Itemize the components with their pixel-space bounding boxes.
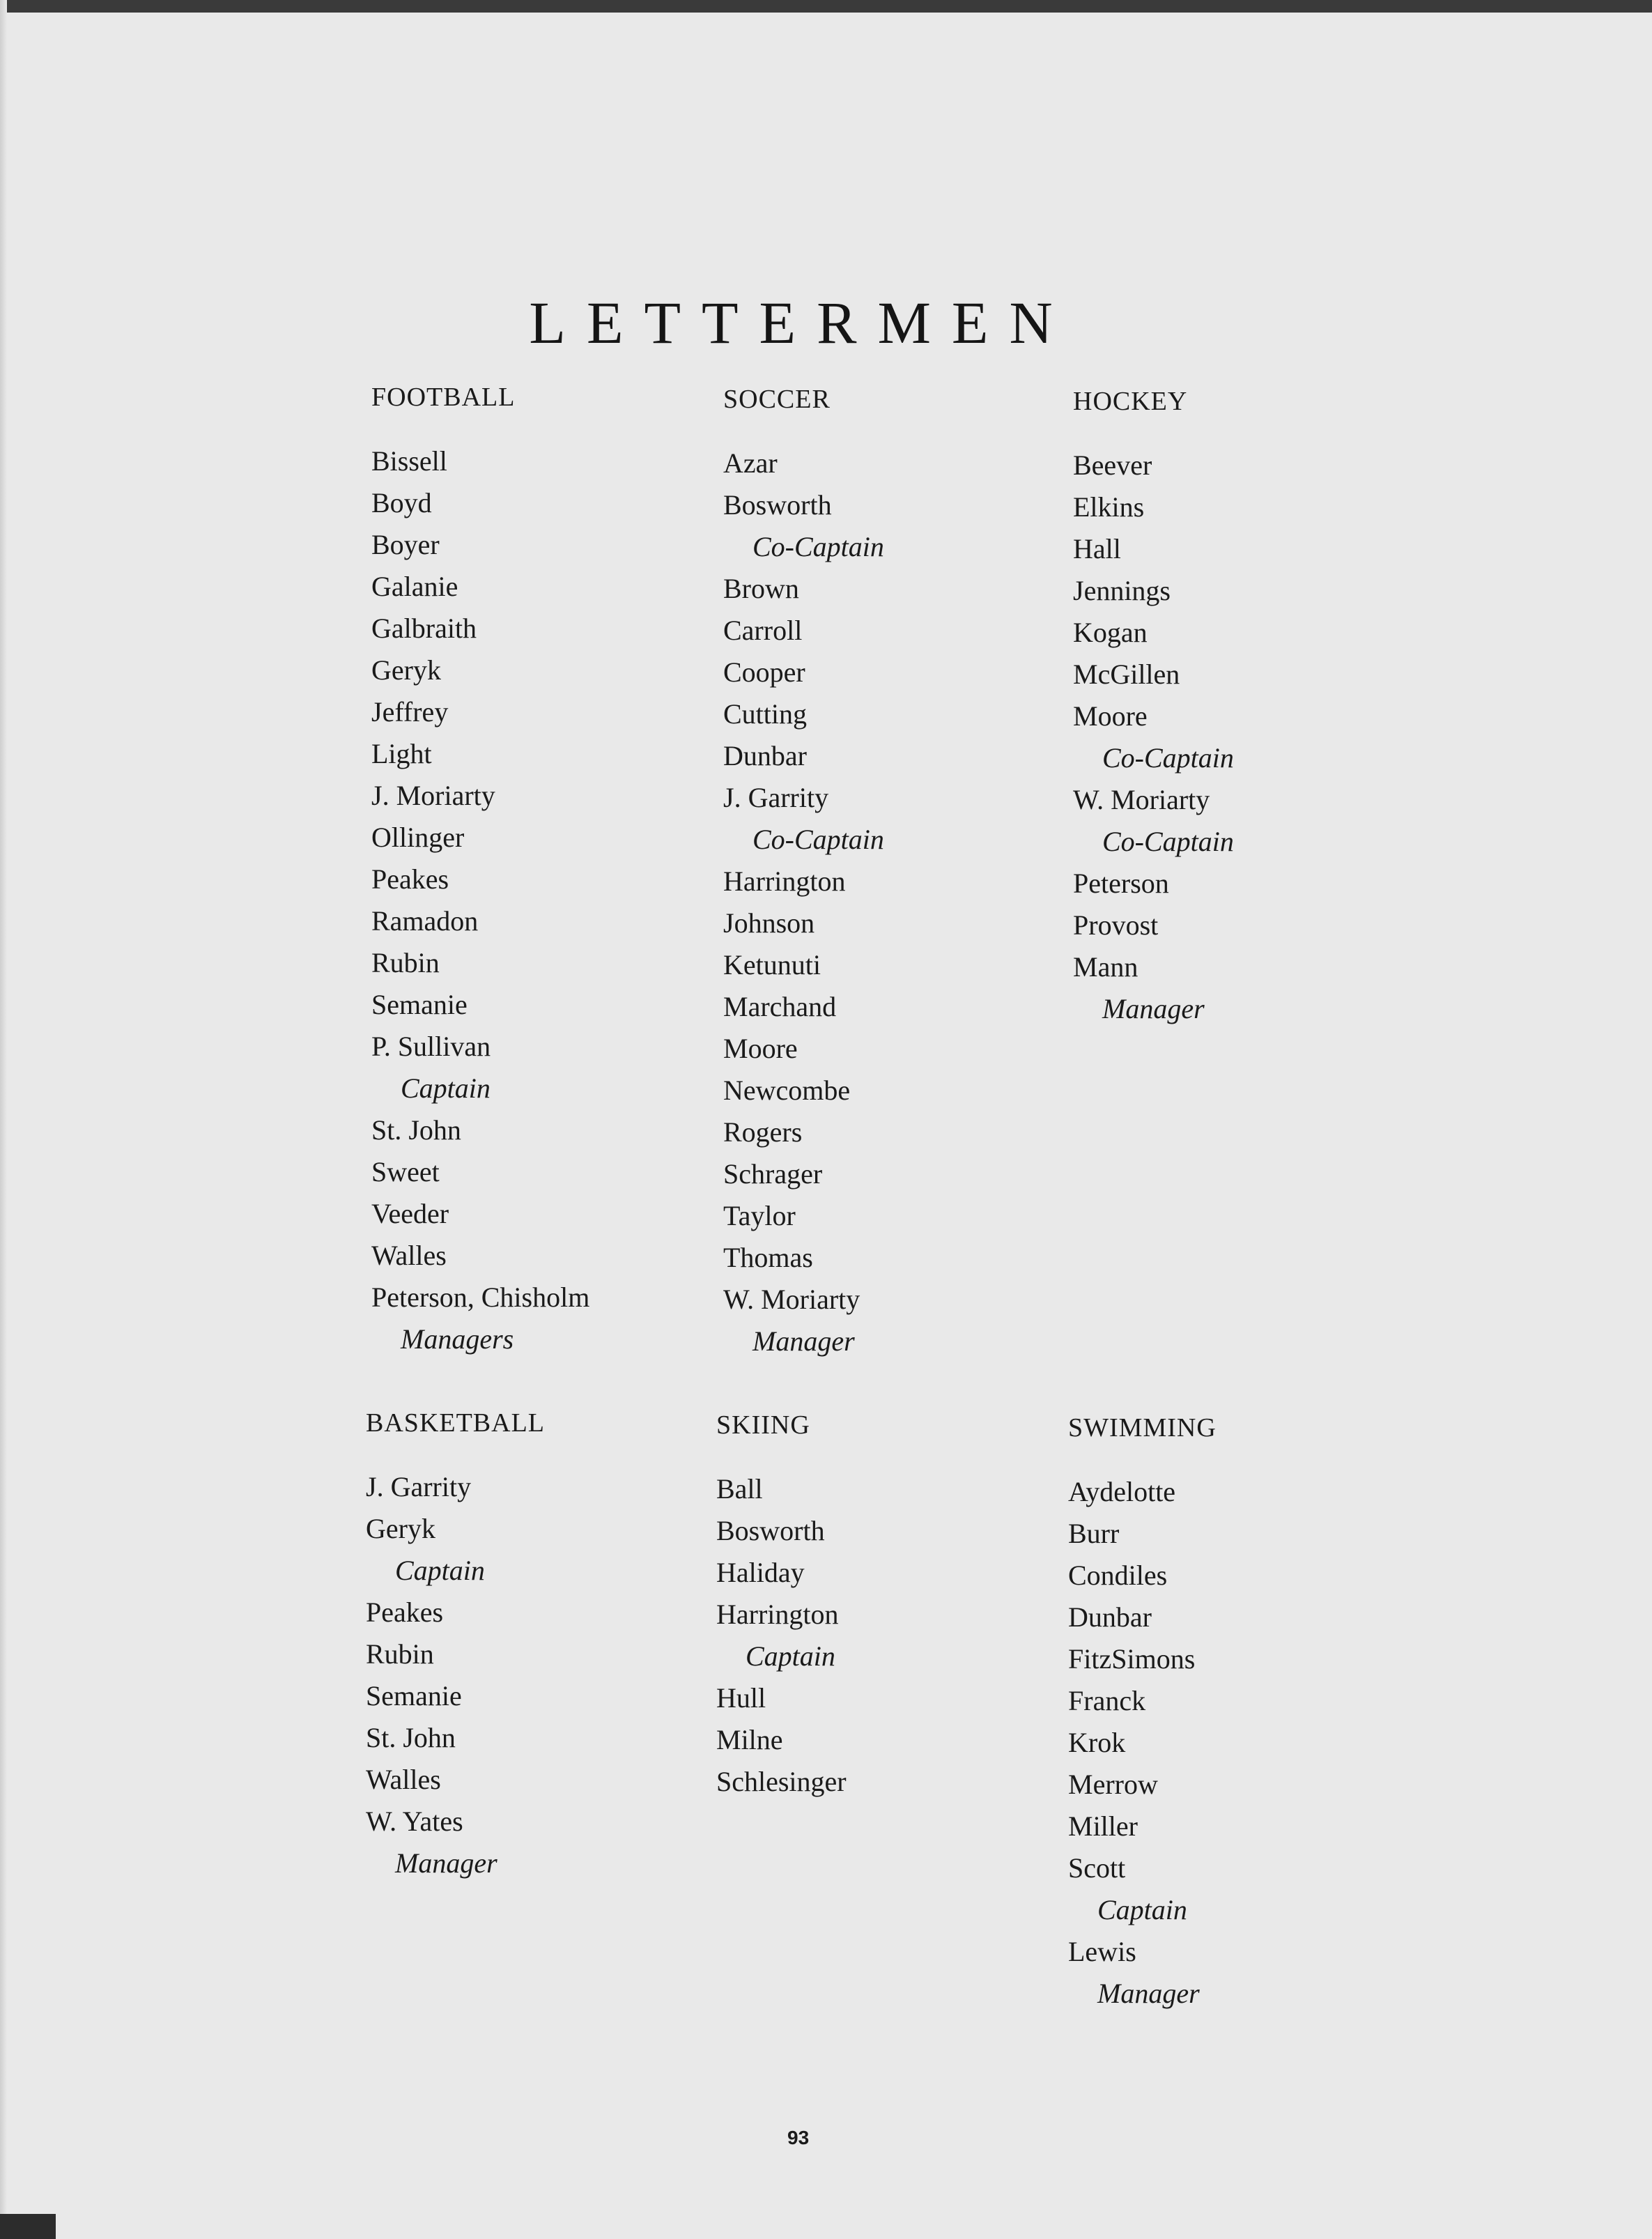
letterman-name: Hall bbox=[1073, 533, 1121, 564]
letterman-name: Azar bbox=[723, 447, 778, 479]
role-label: Manager bbox=[1097, 1978, 1200, 2009]
page-corner bbox=[0, 2214, 56, 2239]
role-label: Co-Captain bbox=[752, 531, 884, 562]
role-label: Managers bbox=[401, 1323, 514, 1355]
letterman-name: W. Moriarty bbox=[1073, 784, 1210, 815]
letterman-name: Thomas bbox=[723, 1242, 813, 1273]
letterman-name: Franck bbox=[1068, 1685, 1146, 1716]
letterman-name: Galbraith bbox=[371, 613, 477, 644]
section-soccer bbox=[723, 378, 1058, 1362]
letterman-name: Kogan bbox=[1073, 617, 1148, 648]
letterman-name: Brown bbox=[723, 573, 799, 604]
letterman-name: Ramadon bbox=[371, 905, 479, 937]
letterman-name: Ketunuti bbox=[723, 949, 821, 980]
letterman-name: Elkins bbox=[1073, 491, 1145, 523]
section-football bbox=[371, 376, 706, 1360]
letterman-name: Harrington bbox=[716, 1599, 839, 1630]
letterman-name: Cutting bbox=[723, 698, 808, 730]
letterman-name: Burr bbox=[1068, 1518, 1120, 1549]
letterman-name: Krok bbox=[1068, 1727, 1126, 1758]
role-label: Captain bbox=[746, 1640, 835, 1672]
letterman-name: Marchand bbox=[723, 991, 837, 1022]
section-heading: BASKETBALL bbox=[366, 1408, 545, 1438]
section-heading: SWIMMING bbox=[1068, 1413, 1217, 1442]
letterman-name: Carroll bbox=[723, 615, 803, 646]
letterman-name: Schrager bbox=[723, 1158, 823, 1190]
letterman-name: Peterson bbox=[1073, 868, 1169, 899]
letterman-name: Peterson, Chisholm bbox=[371, 1282, 590, 1313]
letterman-name: Beever bbox=[1073, 449, 1152, 481]
section-heading: SKIING bbox=[716, 1410, 810, 1440]
letterman-name: Cooper bbox=[723, 656, 805, 688]
letterman-name: Semanie bbox=[371, 989, 468, 1020]
section-swimming bbox=[1068, 1407, 1403, 2015]
letterman-name: W. Moriarty bbox=[723, 1284, 860, 1315]
letterman-name: Galanie bbox=[371, 571, 458, 602]
section-basketball bbox=[366, 1402, 700, 1884]
letterman-name: Aydelotte bbox=[1068, 1476, 1176, 1507]
role-label: Captain bbox=[395, 1555, 485, 1586]
letterman-name: Harrington bbox=[723, 865, 846, 897]
letterman-name: Walles bbox=[366, 1764, 441, 1795]
letterman-name: J. Garrity bbox=[366, 1471, 472, 1502]
letterman-name: J. Garrity bbox=[723, 782, 829, 813]
letterman-name: Light bbox=[371, 738, 432, 769]
letterman-name: Provost bbox=[1073, 909, 1159, 941]
section-heading: FOOTBALL bbox=[371, 383, 516, 412]
letterman-name: Bosworth bbox=[716, 1515, 825, 1546]
letterman-name: McGillen bbox=[1073, 659, 1180, 690]
section-hockey bbox=[1073, 380, 1407, 1030]
letterman-name: Miller bbox=[1068, 1810, 1138, 1842]
letterman-name: W. Yates bbox=[366, 1806, 463, 1837]
letterman-name: Newcombe bbox=[723, 1075, 851, 1106]
letterman-name: J. Moriarty bbox=[371, 780, 495, 811]
letterman-name: Taylor bbox=[723, 1200, 796, 1231]
letterman-name: Lewis bbox=[1068, 1936, 1136, 1967]
letterman-name: Peakes bbox=[366, 1596, 444, 1628]
letterman-name: Moore bbox=[723, 1033, 798, 1064]
letterman-name: Geryk bbox=[366, 1513, 435, 1544]
role-label: Captain bbox=[1097, 1894, 1187, 1925]
role-label: Co-Captain bbox=[1102, 826, 1234, 857]
letterman-name: Rubin bbox=[371, 947, 440, 978]
role-label: Captain bbox=[401, 1072, 491, 1104]
letterman-name: Boyer bbox=[371, 529, 440, 560]
role-label: Manager bbox=[395, 1847, 497, 1879]
letterman-name: Condiles bbox=[1068, 1560, 1168, 1591]
letterman-name: Hull bbox=[716, 1682, 766, 1714]
letterman-name: FitzSimons bbox=[1068, 1643, 1196, 1675]
letterman-name: Semanie bbox=[366, 1680, 462, 1711]
letterman-name: Dunbar bbox=[1068, 1601, 1152, 1633]
role-label: Co-Captain bbox=[1102, 742, 1234, 774]
role-label: Manager bbox=[1102, 993, 1205, 1024]
letterman-name: Boyd bbox=[371, 487, 432, 518]
letterman-name: Scott bbox=[1068, 1852, 1126, 1884]
letterman-name: Moore bbox=[1073, 700, 1148, 732]
letterman-name: Dunbar bbox=[723, 740, 807, 771]
section-skiing bbox=[716, 1404, 1051, 1803]
letterman-name: Ball bbox=[716, 1473, 763, 1505]
page-top-edge bbox=[0, 0, 1652, 13]
role-label: Manager bbox=[752, 1325, 855, 1357]
letterman-name: Mann bbox=[1073, 951, 1138, 983]
letterman-name: Bosworth bbox=[723, 489, 832, 521]
letterman-name: Rogers bbox=[723, 1116, 803, 1148]
letterman-name: Walles bbox=[371, 1240, 447, 1271]
letterman-name: St. John bbox=[371, 1114, 461, 1146]
letterman-name: Bissell bbox=[371, 445, 447, 477]
letterman-name: P. Sullivan bbox=[371, 1031, 491, 1062]
letterman-name: Geryk bbox=[371, 654, 441, 686]
letterman-name: Ollinger bbox=[371, 822, 465, 853]
letterman-name: Jennings bbox=[1073, 575, 1171, 606]
letterman-name: Veeder bbox=[371, 1198, 449, 1229]
letterman-name: Jeffrey bbox=[371, 696, 449, 728]
section-heading: SOCCER bbox=[723, 385, 831, 414]
letterman-name: Rubin bbox=[366, 1638, 434, 1670]
letterman-name: St. John bbox=[366, 1722, 456, 1753]
role-label: Co-Captain bbox=[752, 824, 884, 855]
letterman-name: Johnson bbox=[723, 907, 815, 939]
letterman-name: Schlesinger bbox=[716, 1766, 847, 1797]
letterman-name: Milne bbox=[716, 1724, 783, 1755]
section-heading: HOCKEY bbox=[1073, 387, 1188, 416]
letterman-name: Sweet bbox=[371, 1156, 440, 1187]
letterman-name: Merrow bbox=[1068, 1769, 1158, 1800]
letterman-name: Peakes bbox=[371, 863, 449, 895]
page-title: LETTERMEN bbox=[529, 288, 1074, 356]
page-number: 93 bbox=[787, 2127, 810, 2148]
letterman-name: Haliday bbox=[716, 1557, 805, 1588]
